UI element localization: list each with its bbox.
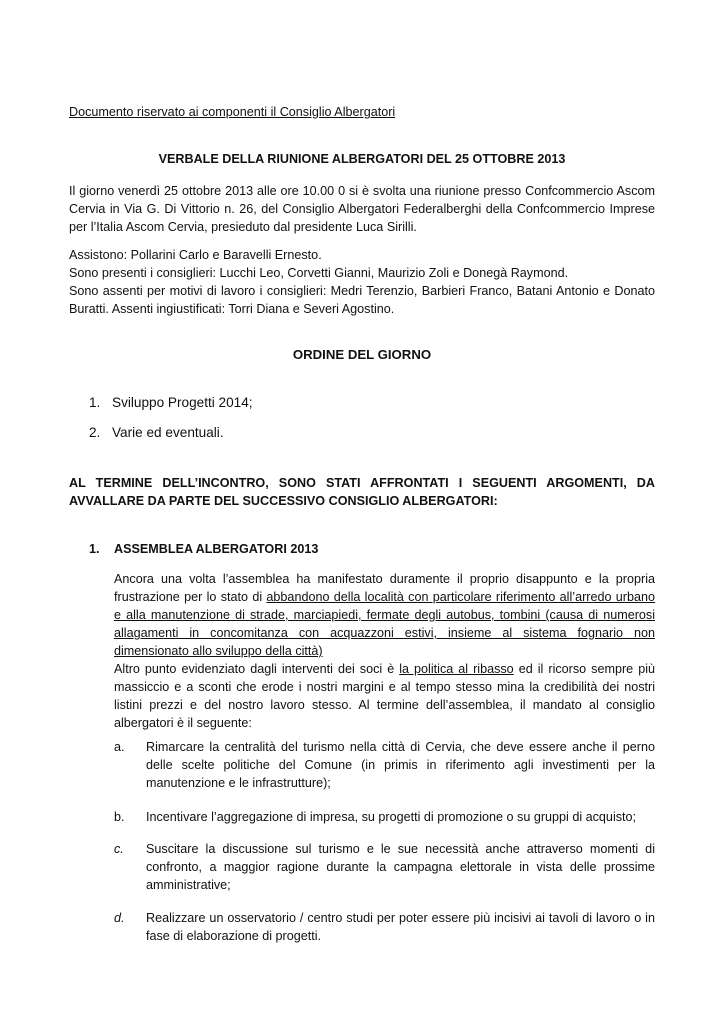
item-text: Suscitare la discussione sul turismo e le sue necessità anche attraverso momenti di confronto, a maggior ragione durante la campagna elettorale in vista delle prossime amministrative; bbox=[146, 842, 655, 892]
agenda-list bbox=[89, 394, 253, 454]
agenda-item-text: Sviluppo Progetti 2014; bbox=[112, 395, 253, 410]
attendance-block bbox=[69, 246, 655, 318]
section-heading bbox=[89, 540, 318, 558]
mandate-item-a bbox=[114, 738, 655, 792]
assisting-line: Assistono: Pollarini Carlo e Baravelli Ernesto. bbox=[69, 248, 322, 262]
absent-line: Sono assenti per motivi di lavoro i consiglieri: Medri Terenzio, Barbieri Franco, Batani Antonio e Donato Buratti. Assenti ingiustificati: Torri Diana e Severi Agostino. bbox=[69, 284, 655, 316]
item-text: Incentivare l’aggregazione di impresa, su progetti di promozione o su gruppi di acquisto; bbox=[146, 810, 637, 824]
mandate-item-b bbox=[114, 808, 655, 826]
confidential-notice: Documento riservato ai componenti il Consiglio Albergatori bbox=[69, 105, 396, 119]
document-title: VERBALE DELLA RIUNIONE ALBERGATORI DEL 25 OTTOBRE 2013 bbox=[158, 152, 566, 166]
mandate-item-d bbox=[114, 909, 655, 945]
intro-paragraph: Il giorno venerdì 25 ottobre 2013 alle ore 10.00 0 si è svolta una riunione presso Confcommercio Ascom Cervia in Via G. Di Vittorio n. 26, del Consiglio Albergatori Federalberghi della Confcommercio Imprese per l’Italia Ascom Cervia, presieduto dal presidente Luca Sirilli. bbox=[69, 184, 655, 234]
mandate-item-c bbox=[114, 840, 655, 894]
section-paragraph-2: Altro punto evidenziato dagli interventi dei soci è la politica al ribasso ed il ricorso sempre più massiccio e a sconti che erode i nostri margini e al tempo stesso mina la credibilità dei nostri listini prezzi e del nostro lavoro stesso. Al termine dell’assemblea, il mandato al consiglio albergatori è il seguente: bbox=[114, 662, 656, 730]
agenda-item-text: Varie ed eventuali. bbox=[112, 425, 224, 440]
agenda-item-number: 2. bbox=[89, 425, 101, 440]
agenda-item bbox=[89, 394, 253, 424]
present-line: Sono presenti i consiglieri: Lucchi Leo, Corvetti Gianni, Maurizio Zoli e Donegà Raymond. bbox=[69, 266, 569, 280]
item-label: a. bbox=[114, 740, 125, 754]
section-number: 1. bbox=[89, 542, 100, 556]
item-text: Realizzare un osservatorio / centro studi per poter essere più incisivi ai tavoli di lavoro o in fase di elaborazione di progetti. bbox=[146, 911, 655, 943]
section-paragraph-1: Ancora una volta l’assemblea ha manifestato duramente il proprio disappunto e la propria frustrazione per lo stato di abbandono della località con particolare riferimento all’arredo urbano e alla manutenzione di strade, marciapiedi, fermate degli autobus, tombini (causa di numerosi allagamenti in concomitanza con acquazzoni estivi, insieme al sistema fognario non dimensionato allo sviluppo della città) bbox=[114, 572, 655, 658]
underlined-text: la politica al ribasso bbox=[399, 662, 514, 676]
agenda-item-number: 1. bbox=[89, 395, 101, 410]
item-label: d. bbox=[114, 911, 125, 925]
underlined-text: abbandono della località con particolare riferimento all’arredo urbano e alla manutenzione di strade, marciapiedi, fermate degli autobus, tombini (causa di numerosi allagamenti in concomitanza con acquazzoni estivi, insieme al sistema fognario non dimensionato allo sviluppo della città) bbox=[114, 590, 655, 658]
agenda-item bbox=[89, 424, 253, 454]
item-label: c. bbox=[114, 842, 124, 856]
agenda-title: ORDINE DEL GIORNO bbox=[292, 347, 432, 362]
section-body bbox=[114, 570, 655, 732]
item-text: Rimarcare la centralità del turismo nella città di Cervia, che deve essere anche il perno delle scelte politiche del Comune (in primis in riferimento agli investimenti per la manutenzione e le infrastrutture); bbox=[146, 740, 655, 790]
item-label: b. bbox=[114, 810, 125, 824]
section-title: ASSEMBLEA ALBERGATORI 2013 bbox=[114, 542, 319, 556]
summary-heading: AL TERMINE DELL’INCONTRO, SONO STATI AFFRONTATI I SEGUENTI ARGOMENTI, DA AVVALLARE DA PARTE DEL SUCCESSIVO CONSIGLIO ALBERGATORI: bbox=[69, 476, 655, 508]
